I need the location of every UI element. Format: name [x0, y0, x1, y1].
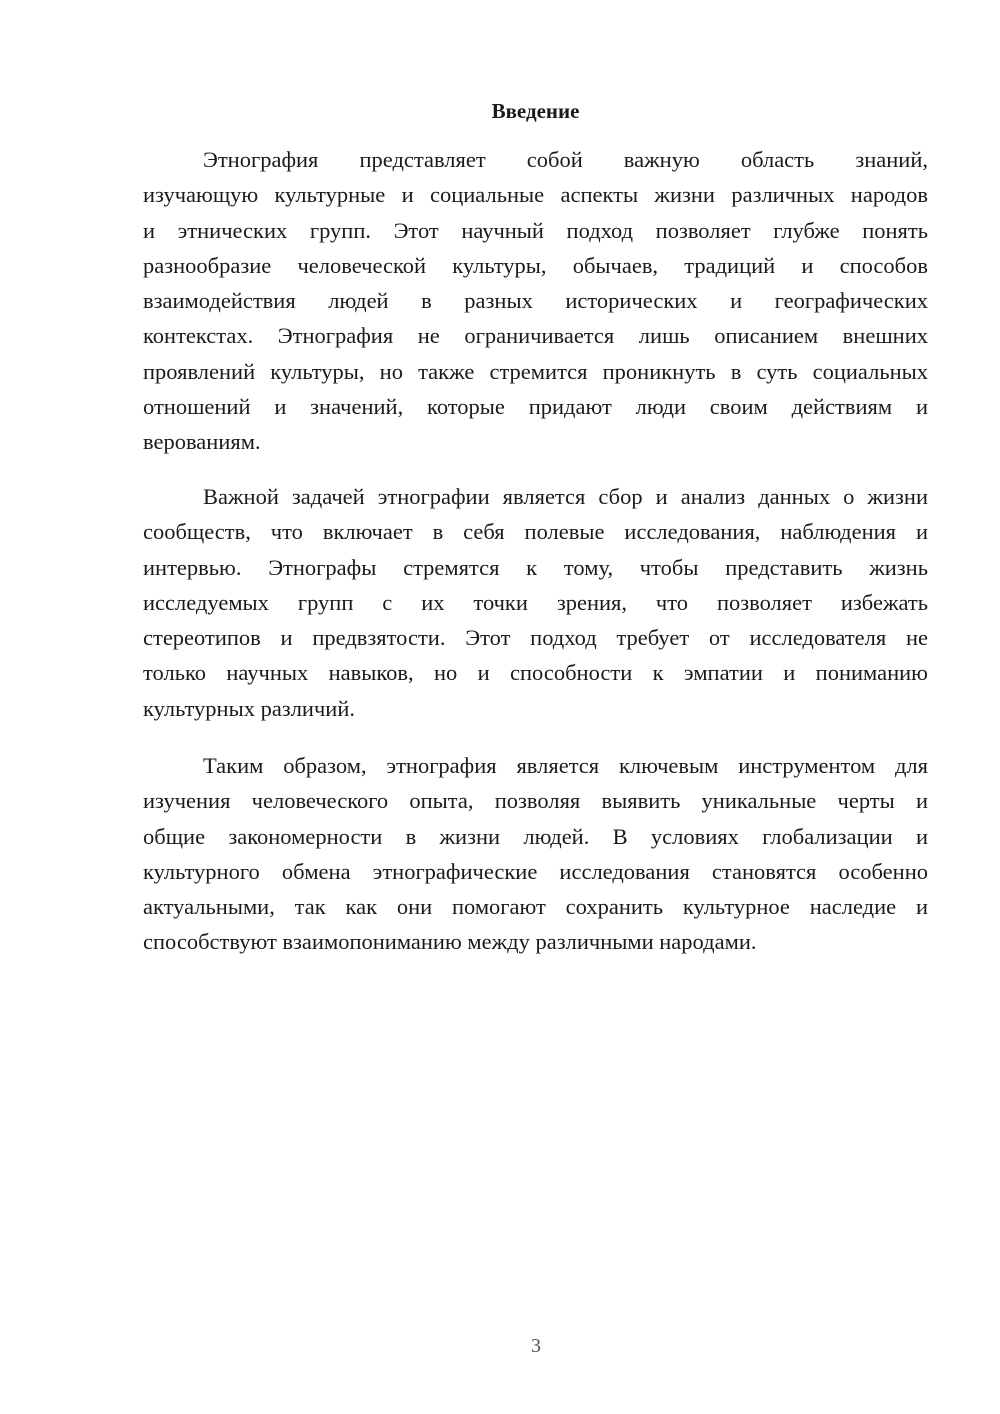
text-line: разнообразие человеческой культуры, обычаев, традиций и способов — [143, 252, 928, 278]
section-heading: Введение — [491, 99, 580, 123]
text-line: способствуют взаимопониманию между различными народами. — [143, 929, 757, 955]
text-line: сообществ, что включает в себя полевые исследования, наблюдения и — [143, 519, 928, 545]
text-line: культурного обмена этнографические исследования становятся особенно — [143, 858, 928, 884]
text-line: культурных различий. — [143, 695, 355, 721]
text-line: Этнография представляет собой важную область знаний, — [203, 147, 928, 172]
text-line: изучающую культурные и социальные аспекты жизни различных народов — [143, 182, 928, 208]
text-line: исследуемых групп с их точки зрения, что позволяет избежать — [143, 589, 928, 615]
text-line: актуальными, так как они помогают сохранить культурное наследие и — [143, 894, 928, 920]
text-line: отношений и значений, которые придают люди своим действиям и — [143, 394, 928, 420]
text-line: взаимодействия людей в разных исторических и географических — [143, 288, 928, 314]
text-line: стереотипов и предвзятости. Этот подход требует от исследователя не — [143, 625, 928, 651]
paragraph-1 — [143, 142, 928, 460]
text-line: Важной задачей этнографии является сбор и анализ данных о жизни — [203, 484, 928, 509]
text-line: Таким образом, этнография является ключевым инструментом для — [203, 753, 928, 778]
text-line: изучения человеческого опыта, позволяя выявить уникальные черты и — [143, 788, 928, 814]
text-line: только научных навыков, но и способности к эмпатии и пониманию — [143, 660, 928, 686]
text-line: проявлений культуры, но также стремится проникнуть в суть социальных — [143, 358, 928, 384]
text-line: общие закономерности в жизни людей. В условиях глобализации и — [143, 823, 928, 849]
page-number: 3 — [531, 1335, 541, 1357]
text-line: контекстах. Этнография не ограничивается лишь описанием внешних — [143, 323, 928, 349]
text-line: верованиям. — [143, 429, 261, 455]
paragraph-3 — [143, 748, 928, 960]
text-line: интервью. Этнографы стремятся к тому, чтобы представить жизнь — [143, 554, 928, 580]
paragraph-2 — [143, 479, 928, 726]
text-line: и этнических групп. Этот научный подход позволяет глубже понять — [143, 217, 928, 243]
